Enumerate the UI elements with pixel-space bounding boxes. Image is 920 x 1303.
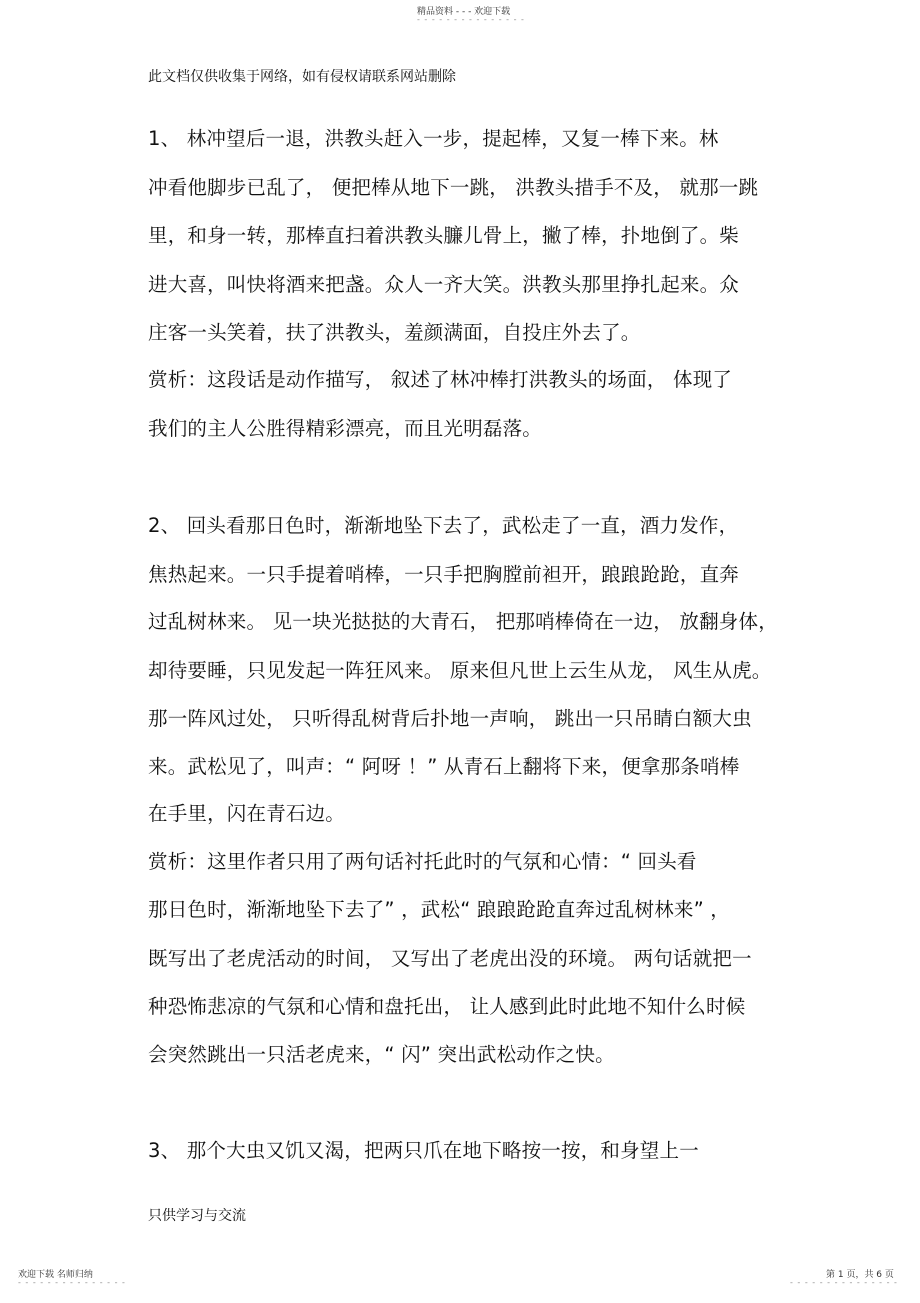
body-line: 那日色时，渐渐地坠下去了” ，武松“ 踉踉跄跄直奔过乱树林来” ， xyxy=(148,898,731,921)
body-line: 赏析：这段话是动作描写， 叙述了林冲棒打洪教头的场面， 体现了 xyxy=(148,368,733,391)
body-line: 却待要睡，只见发起一阵狂风来。 原来但凡世上云生从龙， 风生从虎。 xyxy=(148,659,772,682)
body-line: 里，和身一转，那棒直扫着洪教头臁儿骨上，撇了棒，扑地倒了。柴 xyxy=(148,224,740,247)
body-line: 来。武松见了，叫声：“ 阿呀 ！” 从青石上翻将下来，便拿那条哨棒 xyxy=(148,755,740,778)
body-line: 庄客一头笑着，扶了洪教头，羞颜满面，自投庄外去了。 xyxy=(148,321,641,344)
body-line: 既写出了老虎活动的时间， 又写出了老虎出没的环境。 两句话就把一 xyxy=(148,947,752,970)
page-number: 第 1 页，共 6 页 xyxy=(826,1270,894,1280)
header-dashes: - - - - - - - - - - - - - - - xyxy=(417,15,525,24)
body-line: 冲看他脚步已乱了， 便把棒从地下一跳， 洪教头措手不及， 就那一跳 xyxy=(148,176,759,199)
body-line: 那一阵风过处， 只听得乱树背后扑地一声响， 跳出一只吊睛白额大虫 xyxy=(148,707,752,730)
footer-left-text: 欢迎下载 名师归纳 xyxy=(18,1270,93,1280)
body-line: 会突然跳出一只活老虎来，“ 闪” 突出武松动作之快。 xyxy=(148,1043,615,1066)
header-text: 精品资料 - - - 欢迎下载 xyxy=(417,7,511,17)
body-line: 焦热起来。一只手提着哨棒，一只手把胸膛前袒开，踉踉跄跄，直奔 xyxy=(148,563,740,586)
notice-text: 此文档仅供收集于网络，如有侵权请联系网站删除 xyxy=(148,69,456,85)
body-line: 在手里，闪在青石边。 xyxy=(148,802,346,825)
body-line: 过乱树林来。 见一块光挞挞的大青石， 把那哨棒倚在一边， 放翻身体， xyxy=(148,610,778,633)
footer-left-dashes: - - - - - - - - - - - - - - - xyxy=(18,1278,126,1287)
body-line: 进大喜，叫快将酒来把盏。众人一齐大笑。洪教头那里挣扎起来。众 xyxy=(148,273,740,296)
body-line: 2、 回头看那日色时，渐渐地坠下去了，武松走了一直，酒力发作， xyxy=(148,514,739,537)
body-line: 3、 那个大虫又饥又渴，把两只爪在地下略按一按，和身望上一 xyxy=(148,1139,699,1162)
body-line: 种恐怖悲凉的气氛和心情和盘托出， 让人感到此时此地不知什么时候 xyxy=(148,995,746,1018)
body-line: 我们的主人公胜得精彩漂亮，而且光明磊落。 xyxy=(148,417,543,440)
footer-note: 只供学习与交流 xyxy=(148,1208,246,1224)
body-line: 1、 林冲望后一退，洪教头赶入一步，提起棒，又复一棒下来。林 xyxy=(148,127,719,150)
footer-right-dashes: - - - - - - - - - - - - - - - xyxy=(790,1278,898,1287)
body-line: 赏析：这里作者只用了两句话衬托此时的气氛和心情：“ 回头看 xyxy=(148,850,697,873)
